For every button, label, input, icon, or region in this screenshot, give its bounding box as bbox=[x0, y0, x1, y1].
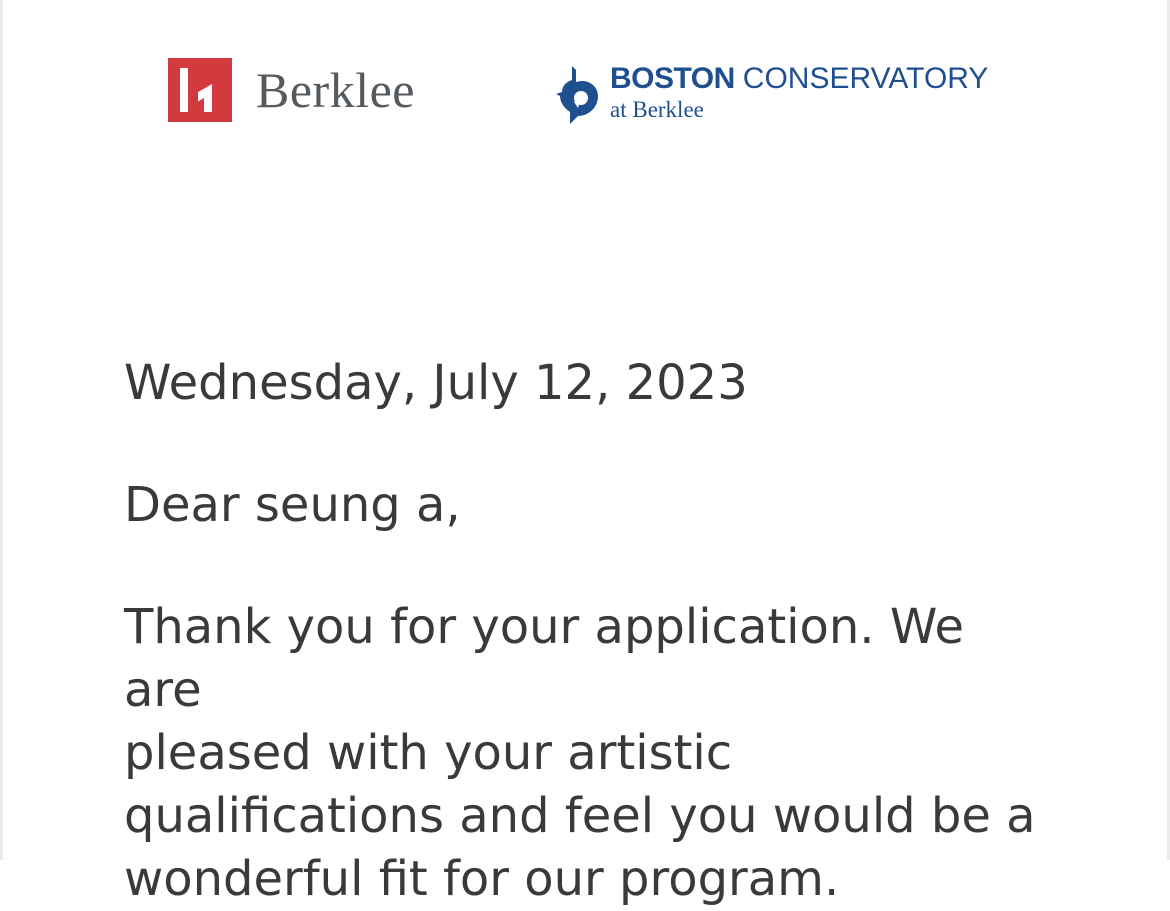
boston-word: BOSTON bbox=[610, 62, 735, 95]
paragraph-line: pleased with your artistic bbox=[124, 725, 733, 781]
boston-conservatory-mark-icon bbox=[554, 62, 602, 124]
boston-conservatory-logo bbox=[554, 62, 988, 124]
logo-header bbox=[0, 0, 1170, 160]
berklee-b-mark-icon bbox=[168, 58, 232, 122]
letter-body bbox=[124, 352, 1054, 911]
paragraph-line: qualifications and feel you would be a bbox=[124, 788, 1036, 844]
letter-greeting: Dear seung a, bbox=[124, 477, 461, 533]
paragraph-line: Thank you for your application. We are bbox=[124, 599, 964, 718]
letter-paragraph bbox=[124, 596, 1054, 911]
conservatory-subtitle: at Berklee bbox=[610, 97, 704, 122]
boston-conservatory-text bbox=[610, 62, 988, 124]
berklee-logo bbox=[168, 58, 415, 122]
conservatory-word: CONSERVATORY bbox=[742, 62, 989, 95]
boston-conservatory-name bbox=[610, 62, 988, 96]
letter-date: Wednesday, July 12, 2023 bbox=[124, 355, 748, 411]
paragraph-line: wonderful fit for our program. bbox=[124, 851, 840, 907]
berklee-wordmark: Berklee bbox=[256, 62, 415, 118]
